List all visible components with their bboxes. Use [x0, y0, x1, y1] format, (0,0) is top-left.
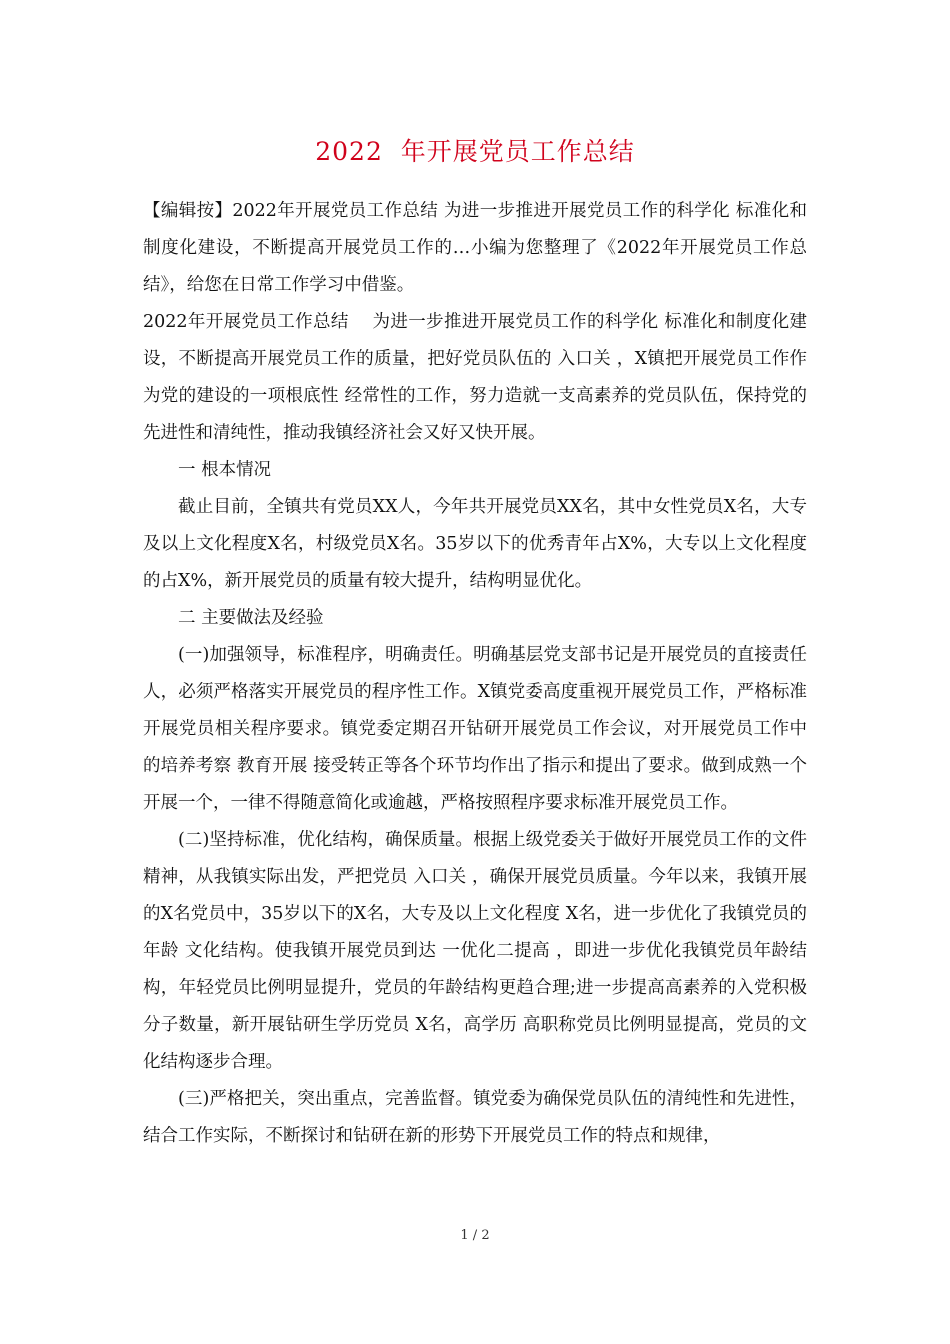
document-title: 2022 年开展党员工作总结 — [315, 137, 635, 166]
page-number: 1 / 2 — [460, 1228, 490, 1243]
section-heading-methods: 二 主要做法及经验 — [178, 608, 324, 628]
method-paragraph-2: (二)坚持标准，优化结构，确保质量。根据上级党委关于做好开展党员工作的文件精神，从我镇实际出发，严把党员 入口关 ，确保开展党员质量。今年以来，我镇开展的X名党员中，35岁以下的X名，大专及以上文化程度 X名，进一步优化了我镇党员的年龄 文化结构。使我镇开展党员到达 一优化二提高 ，即进一步优化我镇党员年龄结构，年轻党员比例明显提升，党员的年龄结构更趋合理;进一步提高高素养的入党积极分子数量，新开展钻研生学历党员 X名，高学历 高职称党员比例明显提高，党员的文化结构逐步合理。 — [143, 830, 807, 1072]
document-body — [143, 193, 807, 1155]
intro-paragraph: 2022年开展党员工作总结 为进一步推进开展党员工作的科学化 标准化和制度化建设，不断提高开展党员工作的质量，把好党员队伍的 入口关 ，X镇把开展党员工作作为党的建设的一项根底性 经常性的工作，努力造就一支高素养的党员队伍，保持党的先进性和清纯性，推动我镇经济社会又好又快开展。 — [143, 312, 807, 443]
section-heading-basic-situation: 一 根本情况 — [178, 460, 272, 480]
basic-situation-paragraph: 截止目前，全镇共有党员XX人，今年共开展党员XX名，其中女性党员X名，大专及以上文化程度X名，村级党员X名。35岁以下的优秀青年占X%，大专以上文化程度的占X%，新开展党员的质量有较大提升，结构明显优化。 — [143, 497, 807, 591]
method-paragraph-3: (三)严格把关，突出重点，完善监督。镇党委为确保党员队伍的清纯性和先进性，结合工作实际，不断探讨和钻研在新的形势下开展党员工作的特点和规律， — [143, 1089, 807, 1146]
editor-note-paragraph: 【编辑按】2022年开展党员工作总结 为进一步推进开展党员工作的科学化 标准化和制度化建设，不断提高开展党员工作的…小编为您整理了《2022年开展党员工作总结》，给您在日常工作学习中借鉴。 — [143, 201, 807, 295]
method-paragraph-1: (一)加强领导，标准程序，明确责任。明确基层党支部书记是开展党员的直接责任人，必须严格落实开展党员的程序性工作。X镇党委高度重视开展党员工作，严格标准开展党员相关程序要求。镇党委定期召开钻研开展党员工作会议，对开展党员工作中的培养考察 教育开展 接受转正等各个环节均作出了指示和提出了要求。做到成熟一个 开展一个，一律不得随意简化或逾越，严格按照程序要求标准开展党员工作。 — [143, 645, 807, 813]
